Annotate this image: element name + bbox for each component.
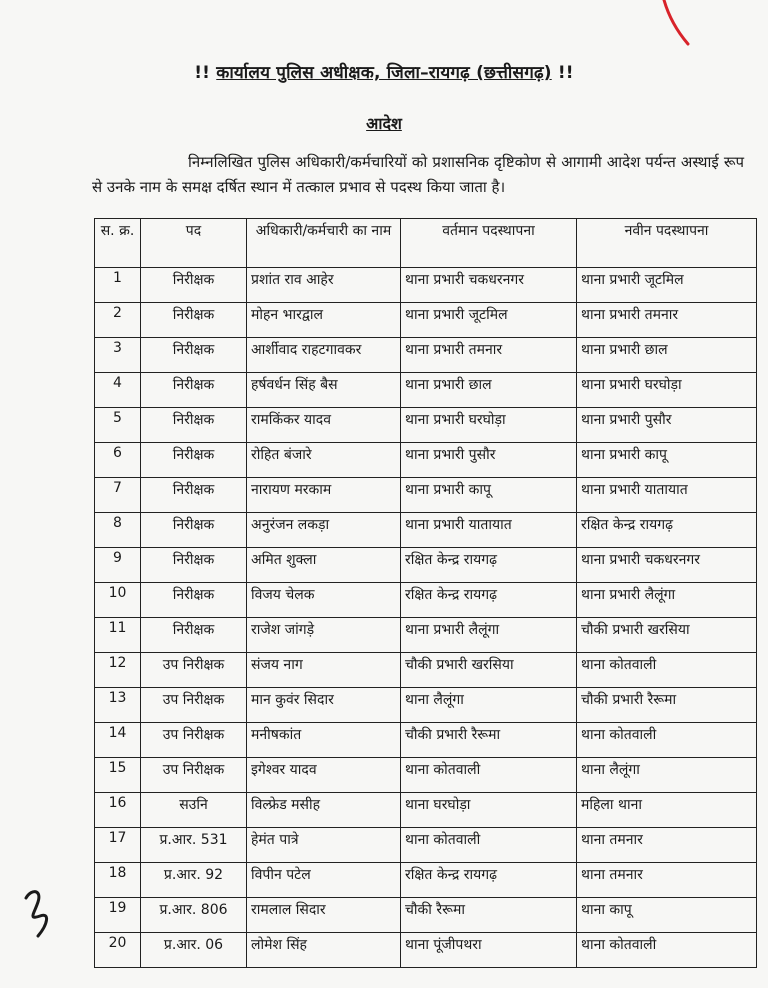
cell-current-posting: थाना प्रभारी कापू [401, 478, 577, 513]
cell-serial: 8 [95, 513, 141, 548]
cell-serial: 16 [95, 793, 141, 828]
cell-post: निरीक्षक [141, 513, 247, 548]
header-current-posting: वर्तमान पदस्थापना [401, 219, 577, 268]
cell-post: निरीक्षक [141, 408, 247, 443]
table-row [95, 758, 757, 793]
cell-serial: 20 [95, 933, 141, 968]
table-row [95, 513, 757, 548]
cell-new-posting: महिला थाना [577, 793, 757, 828]
title-prefix: !! [194, 63, 211, 83]
cell-post: उप निरीक्षक [141, 653, 247, 688]
cell-name: अमित शुक्ला [247, 548, 401, 583]
table-row [95, 653, 757, 688]
table-row [95, 688, 757, 723]
cell-new-posting: रक्षित केन्द्र रायगढ़ [577, 513, 757, 548]
table-row [95, 863, 757, 898]
cell-current-posting: थाना प्रभारी जूटमिल [401, 303, 577, 338]
cell-name: आर्शीवाद राहटगावकर [247, 338, 401, 373]
cell-post: निरीक्षक [141, 268, 247, 303]
cell-new-posting: थाना कोतवाली [577, 723, 757, 758]
cell-current-posting: थाना प्रभारी यातायात [401, 513, 577, 548]
table-header-row [95, 219, 757, 268]
cell-name: हेमंत पात्रे [247, 828, 401, 863]
cell-new-posting: थाना प्रभारी कापू [577, 443, 757, 478]
table-row [95, 408, 757, 443]
cell-serial: 7 [95, 478, 141, 513]
cell-new-posting: थाना प्रभारी यातायात [577, 478, 757, 513]
cell-name: मान कुवंर सिदार [247, 688, 401, 723]
cell-new-posting: थाना तमनार [577, 828, 757, 863]
table-row [95, 898, 757, 933]
cell-new-posting: चौकी प्रभारी खरसिया [577, 618, 757, 653]
cell-post: उप निरीक्षक [141, 758, 247, 793]
cell-post: प्र.आर. 531 [141, 828, 247, 863]
header-serial: स. क्र. [95, 219, 141, 268]
cell-current-posting: रक्षित केन्द्र रायगढ़ [401, 548, 577, 583]
table-row [95, 303, 757, 338]
header-new-posting: नवीन पदस्थापना [577, 219, 757, 268]
cell-serial: 18 [95, 863, 141, 898]
header-name: अधिकारी/कर्मचारी का नाम [247, 219, 401, 268]
table-row [95, 793, 757, 828]
cell-name: मनीषकांत [247, 723, 401, 758]
cell-current-posting: थाना कोतवाली [401, 828, 577, 863]
cell-current-posting: थाना प्रभारी छाल [401, 373, 577, 408]
cell-serial: 9 [95, 548, 141, 583]
cell-post: निरीक्षक [141, 443, 247, 478]
cell-name: रामलाल सिदार [247, 898, 401, 933]
cell-serial: 5 [95, 408, 141, 443]
red-pen-mark-icon [650, 0, 710, 50]
cell-name: अनुरंजन लकड़ा [247, 513, 401, 548]
cell-name: विपीन पटेल [247, 863, 401, 898]
table-row [95, 548, 757, 583]
cell-new-posting: थाना प्रभारी छाल [577, 338, 757, 373]
cell-serial: 15 [95, 758, 141, 793]
table-row [95, 828, 757, 863]
table-row [95, 583, 757, 618]
cell-current-posting: थाना प्रभारी तमनार [401, 338, 577, 373]
cell-current-posting: रक्षित केन्द्र रायगढ़ [401, 583, 577, 618]
cell-new-posting: थाना कापू [577, 898, 757, 933]
cell-name: इगेश्वर यादव [247, 758, 401, 793]
cell-post: प्र.आर. 06 [141, 933, 247, 968]
cell-post: प्र.आर. 92 [141, 863, 247, 898]
cell-current-posting: चौकी प्रभारी रैरूमा [401, 723, 577, 758]
cell-name: मोहन भारद्वाल [247, 303, 401, 338]
cell-serial: 3 [95, 338, 141, 373]
title-suffix: !! [557, 63, 574, 83]
table-row [95, 933, 757, 968]
table-row [95, 373, 757, 408]
cell-serial: 2 [95, 303, 141, 338]
cell-post: निरीक्षक [141, 548, 247, 583]
table-body [95, 268, 757, 968]
cell-name: रामकिंकर यादव [247, 408, 401, 443]
transfer-table [94, 218, 757, 968]
cell-serial: 4 [95, 373, 141, 408]
cell-name: संजय नाग [247, 653, 401, 688]
cell-current-posting: रक्षित केन्द्र रायगढ़ [401, 863, 577, 898]
office-title [0, 60, 768, 83]
cell-current-posting: थाना प्रभारी पुसौर [401, 443, 577, 478]
cell-serial: 11 [95, 618, 141, 653]
cell-current-posting: थाना प्रभारी चकधरनगर [401, 268, 577, 303]
cell-new-posting: थाना प्रभारी घरघोड़ा [577, 373, 757, 408]
table-row [95, 618, 757, 653]
cell-current-posting: थाना प्रभारी लैलूंगा [401, 618, 577, 653]
cell-post: सउनि [141, 793, 247, 828]
cell-post: निरीक्षक [141, 478, 247, 513]
cell-new-posting: थाना प्रभारी तमनार [577, 303, 757, 338]
title-main: कार्यालय पुलिस अधीक्षक, जिला–रायगढ़ (छत्तीसगढ़) [216, 63, 552, 83]
cell-post: निरीक्षक [141, 303, 247, 338]
cell-post: निरीक्षक [141, 373, 247, 408]
cell-new-posting: थाना तमनार [577, 863, 757, 898]
cell-new-posting: थाना प्रभारी चकधरनगर [577, 548, 757, 583]
cell-serial: 19 [95, 898, 141, 933]
cell-current-posting: थाना प्रभारी घरघोड़ा [401, 408, 577, 443]
cell-new-posting: थाना कोतवाली [577, 653, 757, 688]
cell-new-posting: थाना प्रभारी जूटमिल [577, 268, 757, 303]
cell-current-posting: थाना कोतवाली [401, 758, 577, 793]
cell-name: हर्षवर्धन सिंह बैस [247, 373, 401, 408]
cell-new-posting: चौकी प्रभारी रैरूमा [577, 688, 757, 723]
table-row [95, 338, 757, 373]
cell-post: निरीक्षक [141, 338, 247, 373]
cell-post: निरीक्षक [141, 583, 247, 618]
intro-paragraph: निम्नलिखित पुलिस अधिकारी/कर्मचारियों को प्रशासनिक दृष्टिकोण से आगामी आदेश पर्यन्त अस्थाई रूप से उनके नाम के समक्ष दर्षित स्थान में तत्काल प्रभाव से पदस्थ किया जाता है। [92, 153, 744, 196]
cell-name: विल्फ्रेड मसीह [247, 793, 401, 828]
table-row [95, 443, 757, 478]
cell-name: लोमेश सिंह [247, 933, 401, 968]
cell-name: विजय चेलक [247, 583, 401, 618]
cell-serial: 14 [95, 723, 141, 758]
cell-name: नारायण मरकाम [247, 478, 401, 513]
order-heading: आदेश [366, 114, 402, 133]
header-post: पद [141, 219, 247, 268]
cell-serial: 12 [95, 653, 141, 688]
cell-current-posting: थाना लैलूंगा [401, 688, 577, 723]
cell-name: प्रशांत राव आहेर [247, 268, 401, 303]
cell-serial: 10 [95, 583, 141, 618]
cell-serial: 1 [95, 268, 141, 303]
table-row [95, 478, 757, 513]
cell-new-posting: थाना प्रभारी लैलूंगा [577, 583, 757, 618]
cell-serial: 6 [95, 443, 141, 478]
cell-new-posting: थाना लैलूंगा [577, 758, 757, 793]
signature-icon [18, 880, 68, 940]
cell-post: उप निरीक्षक [141, 723, 247, 758]
cell-current-posting: चौकी रैरूमा [401, 898, 577, 933]
cell-post: उप निरीक्षक [141, 688, 247, 723]
cell-current-posting: चौकी प्रभारी खरसिया [401, 653, 577, 688]
cell-name: राजेश जांगड़े [247, 618, 401, 653]
cell-current-posting: थाना घरघोड़ा [401, 793, 577, 828]
cell-current-posting: थाना पूंजीपथरा [401, 933, 577, 968]
cell-name: रोहित बंजारे [247, 443, 401, 478]
cell-new-posting: थाना प्रभारी पुसौर [577, 408, 757, 443]
cell-serial: 17 [95, 828, 141, 863]
cell-post: प्र.आर. 806 [141, 898, 247, 933]
cell-post: निरीक्षक [141, 618, 247, 653]
table-row [95, 723, 757, 758]
cell-serial: 13 [95, 688, 141, 723]
cell-new-posting: थाना कोतवाली [577, 933, 757, 968]
table-row [95, 268, 757, 303]
